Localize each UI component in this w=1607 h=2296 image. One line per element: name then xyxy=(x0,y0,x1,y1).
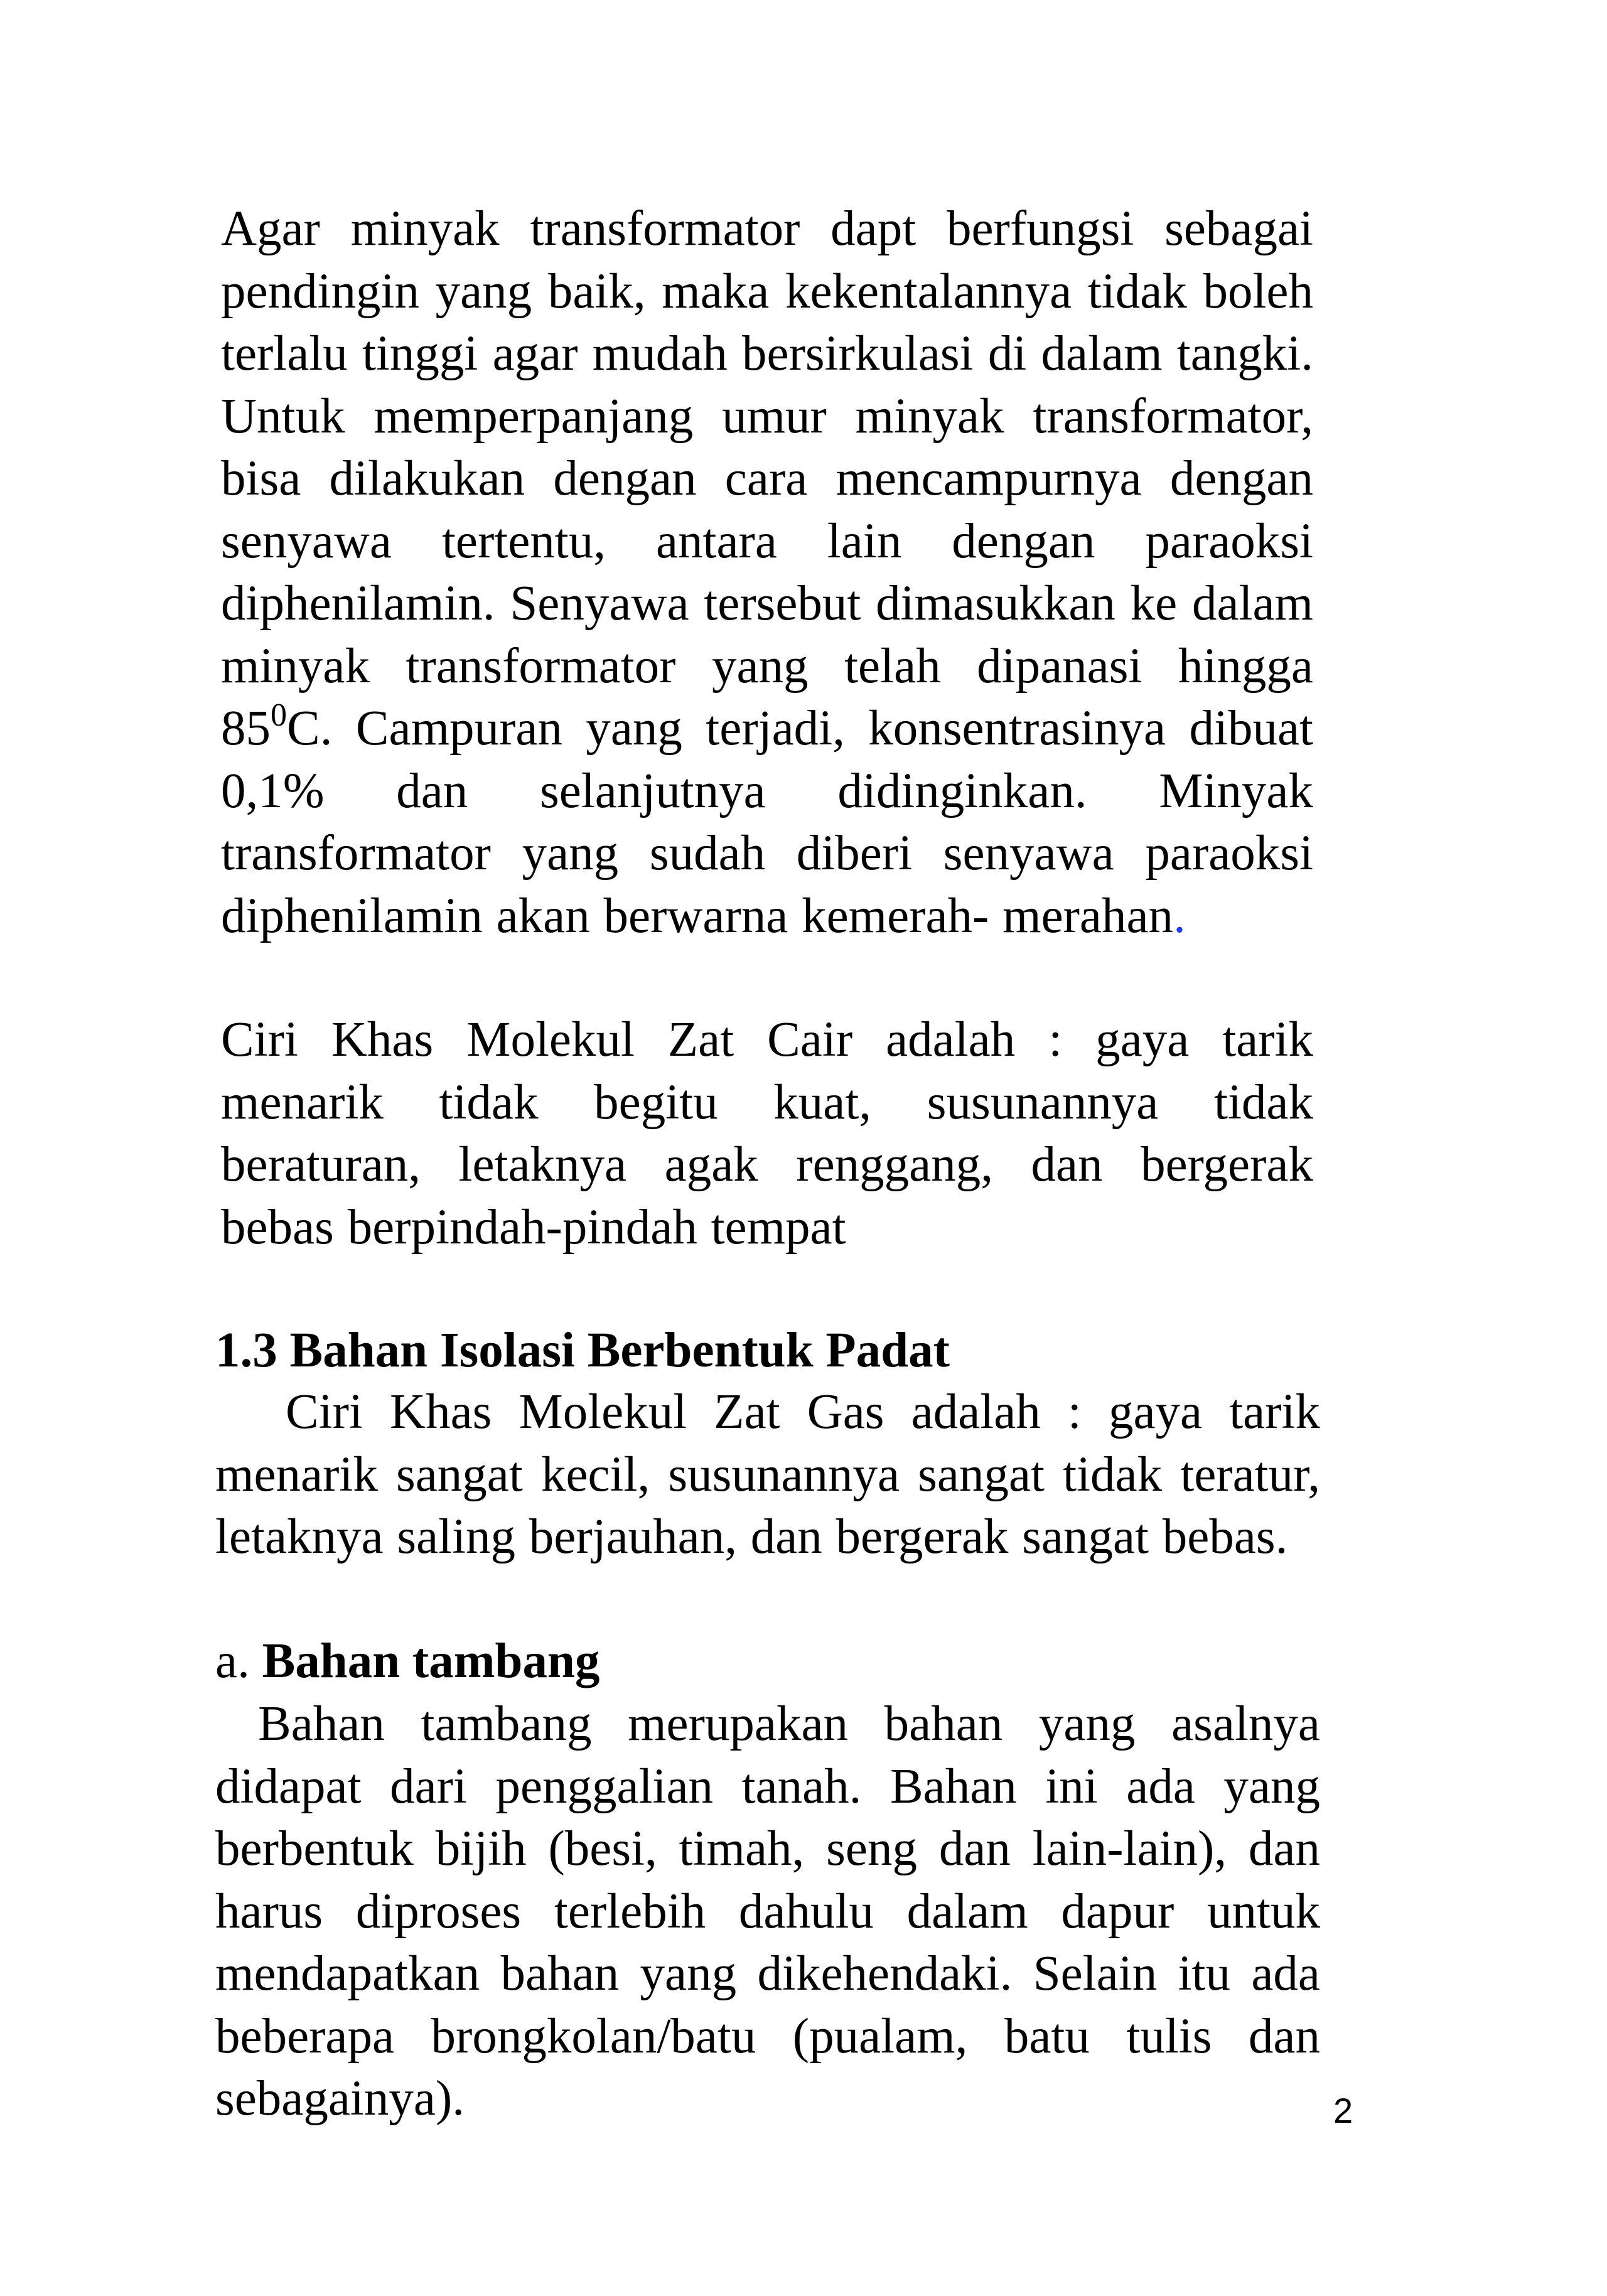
paragraph-transformer-oil xyxy=(221,198,1313,947)
paragraph-text: Bahan tambang merupakan bahan yang asalnya didapat dari penggalian tanah. Bahan ini ada yang berbentuk bijih (besi, timah, seng dan lain-lain), dan harus diproses terlebih dahulu dalam dapur untuk mendapatkan bahan yang dikehendaki. Selain itu ada beberapa brongkolan/batu (pualam, batu tulis dan sebagainya). xyxy=(215,1697,1320,2126)
subsection-prefix: a. xyxy=(215,1634,262,1688)
paragraph-text-part: C. Campuran yang terjadi, konsentrasinya dibuat 0,1% dan selanjutnya didinginkan. Minyak transformator yang sudah diberi senyawa paraoksi diphenilamin akan berwarna kemerah- merahan xyxy=(221,701,1313,943)
paragraph-mining-materials xyxy=(215,1693,1320,2130)
paragraph-gas-molecules xyxy=(215,1381,1320,1569)
paragraph-text: Ciri Khas Molekul Zat Cair adalah : gaya tarik menarik tidak begitu kuat, susunannya tidak beraturan, letaknya agak renggang, dan bergerak bebas berpindah-pindah tempat xyxy=(221,1012,1313,1255)
superscript-degree: 0 xyxy=(271,697,287,733)
page-number: 2 xyxy=(1333,2091,1353,2130)
section-heading: 1.3 Bahan Isolasi Berbentuk Padat xyxy=(215,1323,950,1378)
subsection-title: Bahan tambang xyxy=(262,1634,600,1688)
paragraph-liquid-molecules xyxy=(221,1009,1313,1258)
trailing-period: . xyxy=(1173,888,1186,943)
paragraph-text-part: Agar minyak transformator dapt berfungsi sebagai pendingin yang baik, maka kekentalannya tidak boleh terlalu tinggi agar mudah bersirkulasi di dalam tangki. Untuk memperpanjang umur minyak transformator, bisa dilakukan dengan cara mencampurnya dengan senyawa tertentu, antara lain dengan paraoksi diphenilamin. Senyawa tersebut dimasukkan ke dalam minyak transformator yang telah dipanasi hingga 85 xyxy=(221,201,1313,756)
paragraph-text: Ciri Khas Molekul Zat Gas adalah : gaya tarik menarik sangat kecil, susunannya sangat tidak teratur, letaknya saling berjauhan, dan bergerak sangat bebas. xyxy=(215,1385,1320,1564)
paragraph-text xyxy=(221,198,1313,947)
subsection-heading xyxy=(215,1630,599,1692)
